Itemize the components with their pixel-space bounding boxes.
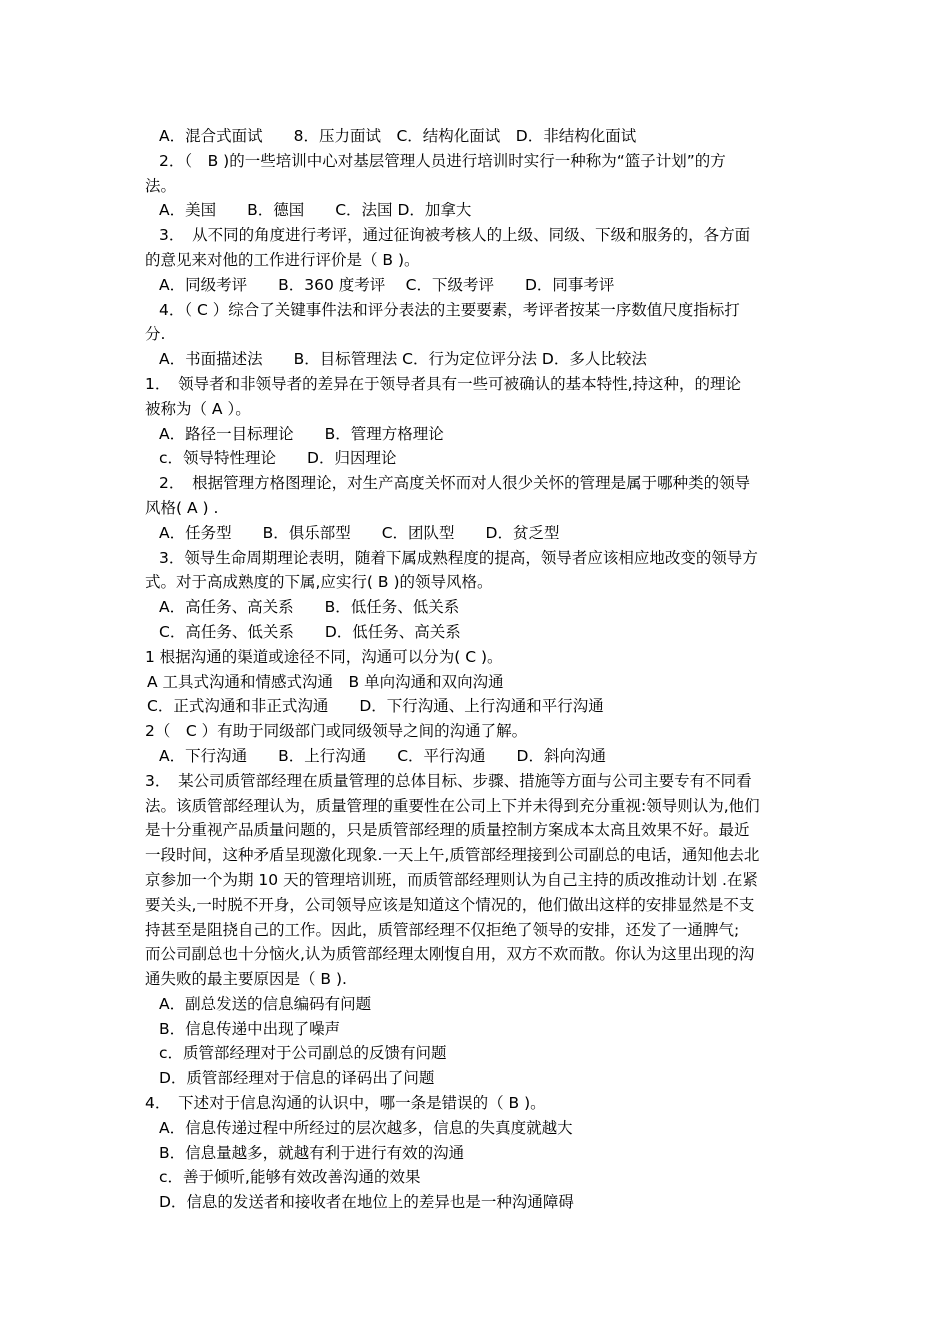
text-line: 而公司副总也十分恼火,认为质管部经理太刚愎自用，双方不欢而散。你认为这里出现的沟 (145, 945, 755, 964)
option-line: A 工具式沟通和情感式沟通 B 单向沟通和双向沟通 (147, 672, 504, 691)
option-line: B．信息传递中出现了噪声 (159, 1019, 341, 1038)
text-line: 一段时间，这种矛盾呈现激化现象.一天上午,质管部经理接到公司副总的电话，通知他去北 (145, 846, 760, 865)
text-line: 被称为（ A ）。 (145, 399, 251, 418)
question-line: 4． 下述对于信息沟通的认识中，哪一条是错误的（ B )。 (145, 1094, 546, 1113)
question-line: 3． 某公司质管部经理在质量管理的总体目标、步骤、措施等方面与公司主要专有不同看 (145, 771, 752, 790)
option-line: c．领导特性理论 D．归因理论 (159, 449, 397, 468)
option-line: A．同级考评 B．360 度考评 C．下级考评 D．同事考评 (159, 275, 615, 294)
option-line: C．高任务、低关系 D．低任务、高关系 (159, 622, 461, 641)
text-line: 分. (145, 325, 166, 344)
option-line: A．高任务、高关系 B．低任务、低关系 (159, 598, 460, 617)
option-line: A．混合式面试 8．压力面试 C．结构化面试 D．非结构化面试 (159, 127, 637, 145)
text-line: 法。 (145, 176, 177, 195)
text-line: 通失败的最主要原因是（ B ). (145, 970, 347, 989)
option-line: C．正式沟通和非正式沟通 D．下行沟通、上行沟通和平行沟通 (147, 697, 604, 716)
question-line: 1． 领导者和非领导者的差异在于领导者具有一些可被确认的基本特性,持这种，的理论 (145, 374, 742, 393)
text-line: 法。该质管部经理认为，质量管理的重要性在公司上下并未得到充分重视:领导则认为,他们 (145, 796, 760, 815)
text-line: 风格( A ) . (145, 498, 219, 517)
text-line: 的意见来对他的工作进行评价是（ B )。 (145, 250, 420, 269)
option-line: D．质管部经理对于信息的译码出了问题 (159, 1069, 435, 1088)
option-line: A．下行沟通 B．上行沟通 C．平行沟通 D．斜向沟通 (159, 746, 606, 765)
option-line: c．质管部经理对于公司副总的反馈有问题 (159, 1044, 447, 1063)
text-line: 持甚至是阻挠自己的工作。因此，质管部经理不仅拒绝了领导的安排，还发了一通脾气; (145, 920, 740, 939)
option-line: A．路径一目标理论 B．管理方格理论 (159, 424, 444, 443)
option-line: A．信息传递过程中所经过的层次越多，信息的失真度就越大 (159, 1118, 573, 1137)
option-line: B．信息量越多，就越有利于进行有效的沟通 (159, 1143, 465, 1162)
text-line: 是十分重视产品质量问题的，只是质管部经理的质量控制方案成本太高且效果不好。最近 (145, 821, 750, 840)
question-line: 2（ C ）有助于同级部门或同级领导之间的沟通了解。 (145, 722, 528, 741)
option-line: D．信息的发送者和接收者在地位上的差异也是一种沟通障碍 (159, 1193, 574, 1212)
question-line: 1 根据沟通的渠道或途径不同，沟通可以分为( C )。 (145, 647, 503, 666)
question-line: 2．（ B )的一些培训中心对基层管理人员进行培训时实行一种称为“篮子计划”的方 (159, 151, 726, 170)
option-line: A．副总发送的信息编码有问题 (159, 994, 372, 1013)
option-line: c．善于倾听,能够有效改善沟通的效果 (159, 1168, 421, 1187)
text-line: 式。对于高成熟度的下属,应实行( B )的领导风格。 (145, 573, 493, 592)
option-line: A．书面描述法 B．目标管理法 C．行为定位评分法 D．多人比较法 (159, 350, 647, 369)
text-line: 要关头,一时脱不开身，公司领导应该是知道这个情况的，他们做出这样的安排显然是不支 (145, 895, 755, 914)
question-line: 4．（ C ）综合了关键事件法和评分表法的主要要素，考评者按某一序数值尺度指标打 (159, 300, 740, 319)
option-line: A．美国 B．德国 C．法国 D．加拿大 (159, 201, 472, 220)
question-line: 3．领导生命周期理论表明，随着下属成熟程度的提高，领导者应该相应地改变的领导方 (159, 548, 758, 567)
question-line: 2． 根据管理方格图理论，对生产高度关怀而对人很少关怀的管理是属于哪种类的领导 (159, 474, 751, 493)
question-line: 3． 从不同的角度进行考评，通过征询被考核人的上级、同级、下级和服务的，各方面 (159, 226, 751, 245)
option-line: A．任务型 B．俱乐部型 C．团队型 D．贫乏型 (159, 523, 560, 542)
text-line: 京参加一个为期 10 天的管理培训班，而质管部经理则认为自己主持的质改推动计划 .在紧 (145, 870, 758, 889)
